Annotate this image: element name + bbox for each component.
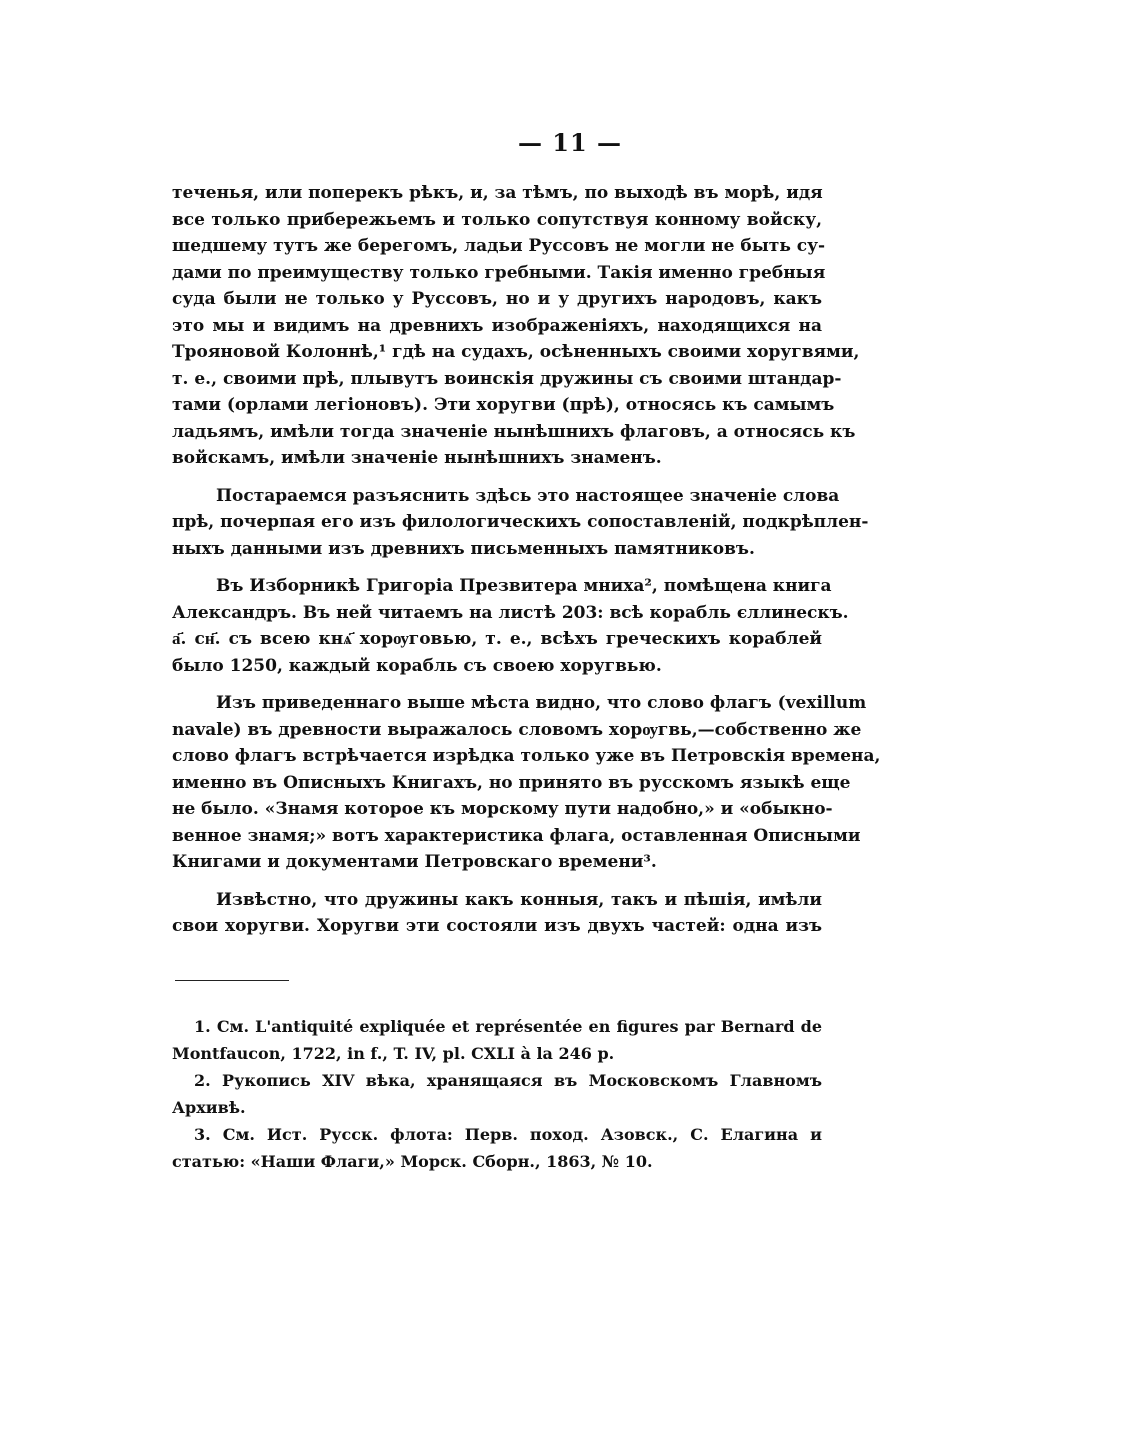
text-line: было 1250, каждый корабль съ своею хоругвью. — [172, 655, 662, 676]
text-line: теченья, или поперекъ рѣкъ, и, за тѣмъ, по выходѣ въ морѣ, идя — [172, 183, 823, 203]
footnote-3 — [172, 1121, 822, 1175]
text-line: тами (орлами легіоновъ). Эти хоругви (прѣ), относясь къ самымъ — [172, 395, 835, 415]
footnote-divider — [175, 980, 289, 981]
text-line: navale) въ древности выражалось словомъ хорѹгвь,—собственно же — [172, 719, 862, 740]
text-line: дами по преимуществу только гребными. Такія именно гребныя — [172, 262, 826, 283]
footnote-line: 2. Рукопись XIV вѣка, хранящаяся въ Московскомъ Главномъ — [194, 1071, 822, 1090]
text-line: прѣ, почерпая его изъ филологическихъ сопоставленій, подкрѣплен- — [172, 512, 869, 532]
page-number: — 11 — — [517, 128, 623, 157]
paragraph-5 — [172, 887, 822, 940]
text-line: слово флагъ встрѣчается изрѣдка только уже въ Петровскія времена, — [172, 746, 881, 766]
paragraph-2 — [172, 483, 869, 563]
text-line: а҃. сн҃. съ всею кнѧ҃ хорѹговью, т. е., всѣхъ греческихъ кораблей — [172, 629, 822, 649]
footnote-line: Архивѣ. — [172, 1098, 246, 1117]
text-line: Постараемся разъяснить здѣсь это настоящее значеніе слова — [216, 485, 840, 506]
text-line: ладьямъ, имѣли тогда значеніе нынѣшнихъ флаговъ, а относясь къ — [172, 421, 856, 442]
footnote-line: 3. См. Ист. Русск. флота: Перв. поход. Азовск., С. Елагина и — [194, 1125, 822, 1144]
text-line: Трояновой Колоннѣ,¹ гдѣ на судахъ, осѣненныхъ своими хоругвями, — [172, 342, 860, 362]
main-text — [172, 180, 881, 951]
footnote-line: Montfaucon, 1722, in f., T. IV, pl. CXLI à la 246 p. — [172, 1044, 615, 1063]
text-line: суда были не только у Руссовъ, но и у другихъ народовъ, какъ — [172, 289, 822, 309]
text-line: Александръ. Въ ней читаемъ на листѣ 203: всѣ корабль єллинескъ. — [172, 602, 849, 623]
text-line: войскамъ, имѣли значеніе нынѣшнихъ знаменъ. — [172, 448, 662, 468]
paragraph-3 — [172, 573, 849, 679]
footnote-line: статью: «Наши Флаги,» Морск. Сборн., 1863, № 10. — [172, 1152, 653, 1171]
text-line: Извѣстно, что дружины какъ конныя, такъ и пѣшія, имѣли — [216, 889, 822, 910]
text-line: свои хоругви. Хоругви эти состояли изъ двухъ частей: одна изъ — [172, 916, 822, 936]
text-line: Книгами и документами Петровскаго времени³. — [172, 852, 657, 872]
text-line: венное знамя;» вотъ характеристика флага, оставленная Описными — [172, 825, 861, 846]
paragraph-1 — [172, 180, 860, 472]
footnote-2 — [172, 1067, 822, 1121]
text-line: т. е., своими прѣ, плывутъ воинскія дружины съ своими штандар- — [172, 368, 842, 389]
footnote-line: 1. См. L'antiquité expliquée et représentée en figures par Bernard de — [194, 1017, 822, 1036]
text-line: Изъ приведеннаго выше мѣста видно, что слово флагъ (vexillum — [216, 693, 867, 713]
text-line: шедшему тутъ же берегомъ, ладьи Руссовъ не могли не быть су- — [172, 236, 826, 256]
text-line: ныхъ данными изъ древнихъ письменныхъ памятниковъ. — [172, 538, 755, 559]
paragraph-4 — [172, 690, 881, 876]
text-line: не было. «Знамя которое къ морскому пути надобно,» и «обыкно- — [172, 799, 833, 819]
text-line: именно въ Описныхъ Книгахъ, но принято въ русскомъ языкѣ еще — [172, 772, 851, 793]
text-line: Въ Изборникѣ Григоріа Презвитера мниха², помѣщена книга — [216, 576, 832, 596]
footnotes — [172, 1013, 822, 1175]
footnote-1 — [172, 1013, 822, 1067]
text-line: все только прибережьемъ и только сопутствуя конному войску, — [172, 209, 822, 230]
text-line: это мы и видимъ на древнихъ изображеніяхъ, находящихся на — [172, 315, 822, 336]
